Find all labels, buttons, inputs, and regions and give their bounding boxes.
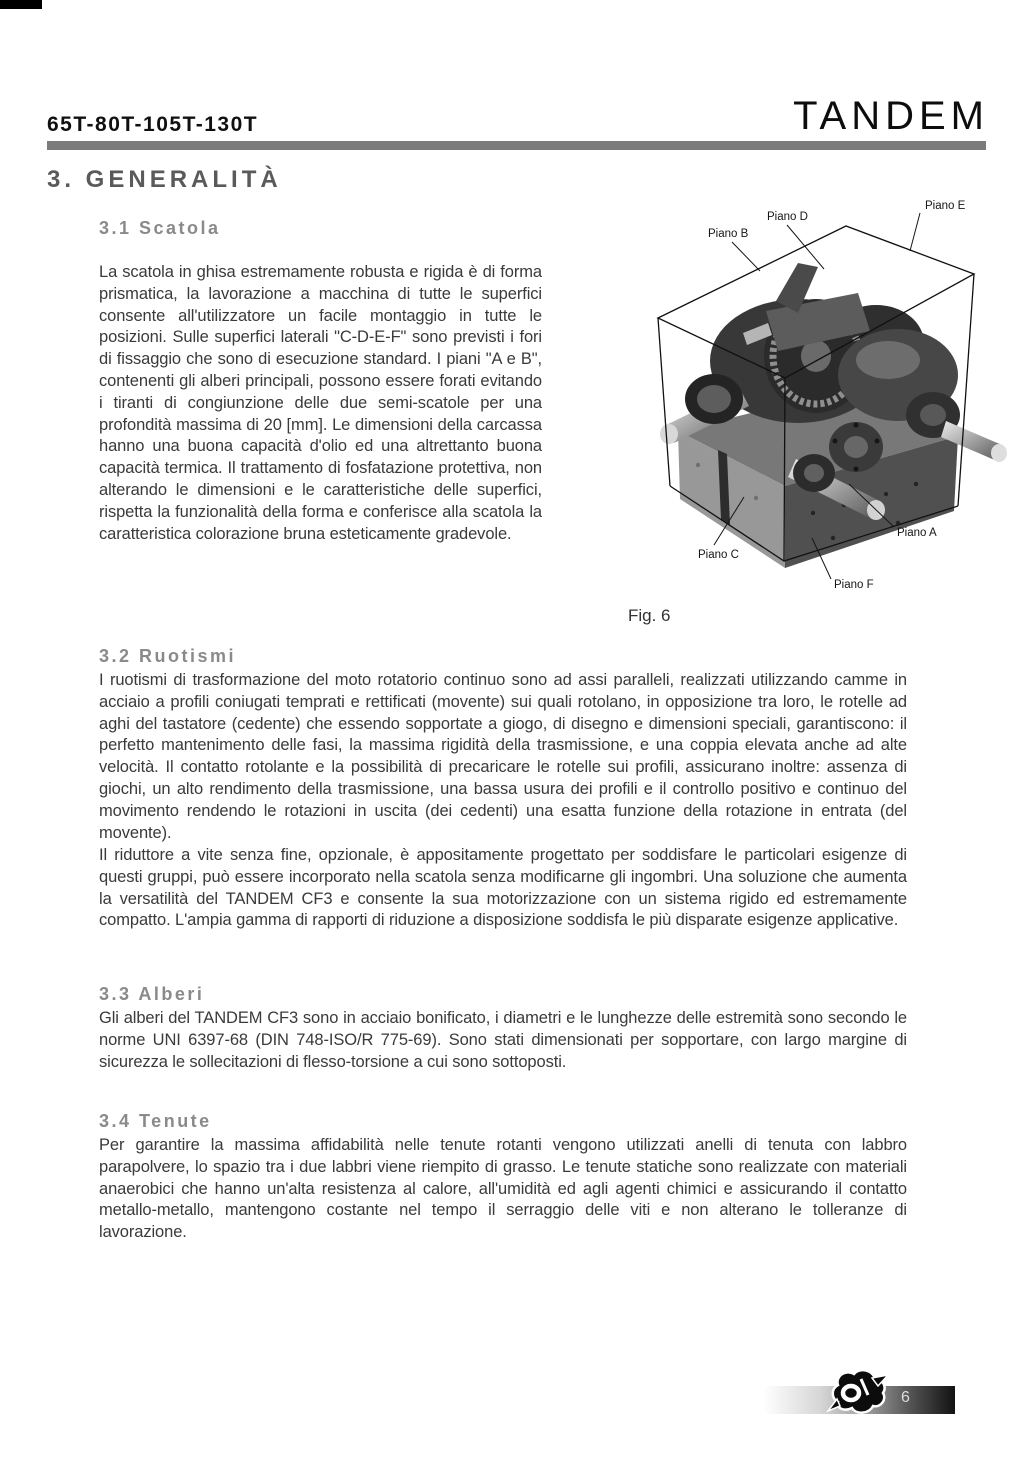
brand-title: TANDEM: [793, 94, 989, 138]
figure-label-piano-b: Piano B: [708, 228, 749, 240]
subsection-title-alberi: 3.3 Alberi: [99, 984, 205, 1004]
figure-6: [648, 193, 1020, 610]
header-model-range: 65T-80T-105T-130T: [47, 113, 259, 136]
subsection-title-ruotismi: 3.2 Ruotismi: [99, 646, 237, 666]
page-number: 6: [901, 1389, 910, 1406]
section-title: 3. GENERALITÀ: [47, 166, 282, 193]
subsection-title-tenute: 3.4 Tenute: [99, 1111, 212, 1131]
paragraph-ruotismi-2: Il riduttore a vite senza fine, opzionale, è appositamente progettato per soddisfare le particolari esigenze di questi gruppi, può essere incorporato nella scatola senza modificarne gli ingombri. Una soluzione che aumenta la versatilità del TANDEM CF3 e consente la sua motorizzazione con un sistema rigido ed estremamente compatto. L'ampia gamma di rapporti di riduzione a disposizione soddisfa le più disparate esigenze applicative.: [99, 846, 907, 930]
figure-label-piano-d: Piano D: [767, 211, 808, 223]
gearbox-wireframe-diagram: [648, 193, 1020, 610]
header-rule: [47, 141, 986, 150]
figure-label-piano-e: Piano E: [925, 200, 966, 212]
paragraph-alberi: Gli alberi del TANDEM CF3 sono in acciaio bonificato, i diametri e le lunghezze delle estremità sono secondo le norme UNI 6397-68 (DIN 748-ISO/R 775-69). Sono stati dimensionati per sopportare, con largo margine di sicurezza le sollecitazioni di flesso-torsione a cui sono sottoposti.: [99, 1009, 907, 1071]
figure-label-piano-f: Piano F: [834, 579, 874, 591]
figure-label-piano-c: Piano C: [698, 549, 739, 561]
manufacturer-logo-icon: [824, 1366, 890, 1416]
gearbox-photo: [660, 263, 1007, 568]
scan-artifact-mark: [0, 0, 42, 9]
subsection-title-scatola: 3.1 Scatola: [99, 218, 221, 238]
paragraph-tenute: Per garantire la massima affidabilità nelle tenute rotanti vengono utilizzati anelli di tenuta con labbro parapolvere, lo spazio tra i due labbri viene riempito di grasso. Le tenute statiche sono realizzate con materiali anaerobici che hanno un'alta resistenza al calore, all'umidità ed agli agenti chimici e assicurando il contatto metallo-metallo, mantengono costante nel tempo il serraggio delle viti e non alterano le tolleranze di lavorazione.: [99, 1136, 907, 1242]
paragraph-scatola: La scatola in ghisa estremamente robusta e rigida è di forma prismatica, la lavorazione a macchina di tutte le superfici consente all'utilizzatore un facile montaggio in tutte le posizioni. Sulle superfici laterali "C-D-E-F" sono previsti i fori di fissaggio che sono di esecuzione standard. I piani "A e B", contenenti gli alberi principali, possono essere forati evitando i tiranti di congiunzione delle due semi-scatole per una profondità massima di 20 [mm]. Le dimensioni della carcassa hanno una buona capacità d'olio ed una altrettanto buona capacità termica. Il trattamento di fosfatazione protettiva, non alterando le dimensioni e le caratteristiche delle superfici, rispetta la funzionalità della forma e conferisce alla scatola la caratteristica colorazione bruna esteticamente gradevole.: [99, 263, 542, 543]
paragraph-ruotismi-1: I ruotismi di trasformazione del moto rotatorio continuo sono ad assi paralleli, realizzati utilizzando camme in acciaio a profili coniugati temprati e rettificati (movente) sui quali rotolano, in opposizione tra loro, le rotelle ad aghi del tastatore (cedente) che essendo sopportate a giogo, di disegno e dimensioni speciali, garantiscono: il perfetto mantenimento delle fasi, la massima rigidità della trasmissione, e una coppia elevata anche ad alte velocità. Il contatto rotolante e la possibilità di precaricare le rotelle sui profili, assicurano inoltre: assenza di giochi, un alto rendimento della trasmissione, una bassa usura dei profili e il controllo positivo e continuo del movimento rendendo le rotazioni in uscita (dei cedenti) una esatta funzione della rotazione in entrata (del movente).: [99, 671, 907, 842]
figure-caption: Fig. 6: [628, 606, 671, 625]
figure-label-piano-a: Piano A: [897, 527, 937, 539]
